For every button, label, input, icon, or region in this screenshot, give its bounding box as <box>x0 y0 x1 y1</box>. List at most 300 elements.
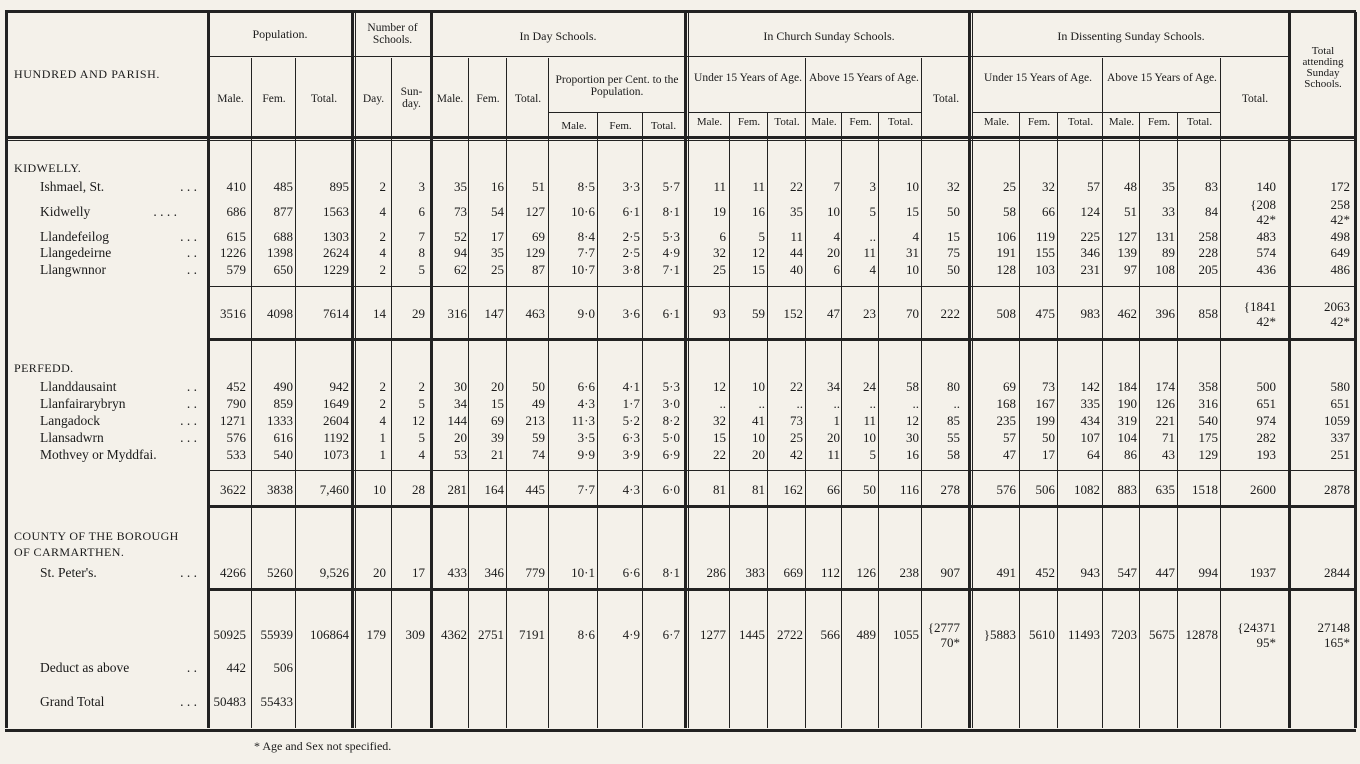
kidwelly-row-cell: 579 <box>226 262 246 277</box>
column-rule <box>1139 112 1140 728</box>
number-of-schools-heading: Number of Schools. <box>367 22 418 46</box>
perfedd-row-cell: 4 <box>418 447 425 462</box>
perfedd-row-cell: 59 <box>532 430 545 445</box>
kidwelly-row-cell: 16 <box>752 204 765 219</box>
leader-dots: . . <box>186 262 197 277</box>
perfedd-row-cell: 2 <box>379 379 386 394</box>
column-rule <box>972 12 973 728</box>
column-rule <box>430 12 433 728</box>
kidwelly-row-cell: 1398 <box>267 245 293 260</box>
kidwelly-row-cell: 11 <box>713 179 726 194</box>
kidwelly-row-cell: 4 <box>379 245 386 260</box>
perfedd-row-cell: 73 <box>1042 379 1055 394</box>
kidwelly-row-cell: 12 <box>752 245 765 260</box>
kidwelly-row-cell: 32 <box>713 245 726 260</box>
perfedd-row-cell: 126 <box>1155 396 1175 411</box>
perfedd-subtotal-cell: 281 <box>447 482 467 497</box>
kidwelly-row-cell: 4 <box>379 204 386 219</box>
kidwelly-row-cell: 1229 <box>323 262 349 277</box>
borough-row-cell: 452 <box>1035 565 1055 580</box>
perfedd-row-cell: 11 <box>827 447 840 462</box>
perfedd-row-cell: 5 <box>418 430 425 445</box>
kidwelly-row-cell: 128 <box>996 262 1016 277</box>
kidwelly-row-cell: 2 <box>379 229 386 244</box>
perfedd-row-cell: 20 <box>491 379 504 394</box>
kidwelly-row-cell: 103 <box>1035 262 1055 277</box>
kidwelly-subtotal-cell: 3516 <box>220 306 246 321</box>
kidwelly-row-cell: 8·4 <box>577 229 595 244</box>
footnote: * Age and Sex not specified. <box>254 739 392 753</box>
perfedd-row-cell: 2 <box>418 379 425 394</box>
section-title: PERFEDD. <box>14 361 74 375</box>
perfedd-row-cell: 974 <box>1256 413 1276 428</box>
perfedd-subtotal-cell: 81 <box>752 482 765 497</box>
deduct-label: Deduct as above <box>40 660 130 675</box>
leader-dots: . . <box>186 379 197 394</box>
perfedd-row-cell: 1649 <box>323 396 349 411</box>
kidwelly-row-cell: 5 <box>869 204 876 219</box>
perfedd-subtotal-cell: 81 <box>713 482 726 497</box>
kidwelly-subtotal-cell: 152 <box>783 306 803 321</box>
borough-row-cell: 383 <box>745 565 765 580</box>
perfedd-row-cell: 86 <box>1124 447 1137 462</box>
row-rule <box>207 470 1356 471</box>
perfedd-row-cell: 10 <box>752 430 765 445</box>
grand-sum-cell: 4362 <box>441 627 467 642</box>
kidwelly-row-cell: 15 <box>906 204 919 219</box>
grand-sum-cell: 11493 <box>1067 627 1100 642</box>
borough-row-cell: 346 <box>484 565 504 580</box>
column-heading-total: Total. <box>310 93 338 105</box>
column-rule <box>355 12 356 728</box>
kidwelly-row-cell: 1563 <box>323 204 349 219</box>
perfedd-row-cell: 235 <box>996 413 1016 428</box>
perfedd-row-cell: 104 <box>1117 430 1137 445</box>
borough-row-cell: 238 <box>899 565 919 580</box>
perfedd-row-cell: 20 <box>454 430 467 445</box>
perfedd-subtotal-cell: 7,460 <box>319 482 349 497</box>
perfedd-row-cell: 12 <box>906 413 919 428</box>
kidwelly-row-cell: 35 <box>1162 179 1175 194</box>
parish-name: Llandefeilog <box>40 229 109 244</box>
perfedd-row-cell: 58 <box>947 447 960 462</box>
kidwelly-row-cell: 6 <box>833 262 840 277</box>
perfedd-row-cell: 1073 <box>323 447 349 462</box>
perfedd-row-cell: 319 <box>1117 413 1137 428</box>
kidwelly-row-cell: 191 <box>996 245 1016 260</box>
parish-name: Langadock <box>40 413 100 428</box>
total-attending-heading: Total attending Sunday Schools. <box>1302 45 1344 90</box>
perfedd-row-cell: 6·3 <box>622 430 640 445</box>
grand-sum-cell: {24371 <box>1237 620 1276 635</box>
kidwelly-row-cell: 205 <box>1198 262 1218 277</box>
kidwelly-row-cell: 4 <box>912 229 919 244</box>
kidwelly-row-cell: 97 <box>1124 262 1137 277</box>
perfedd-row-cell: .. <box>833 396 840 411</box>
perfedd-row-cell: 43 <box>1162 447 1175 462</box>
borough-row-cell: 433 <box>447 565 467 580</box>
kidwelly-row-cell: 58 <box>1003 204 1016 219</box>
perfedd-row-cell: 129 <box>1198 447 1218 462</box>
perfedd-row-cell: 199 <box>1035 413 1055 428</box>
column-rule <box>1057 112 1058 728</box>
perfedd-row-cell: 49 <box>532 396 545 411</box>
perfedd-row-cell: 144 <box>447 413 467 428</box>
kidwelly-subtotal-cell: 147 <box>484 306 504 321</box>
kidwelly-row-cell: 19 <box>713 204 726 219</box>
kidwelly-subtotal-cell: 6·1 <box>662 306 680 321</box>
column-rule <box>597 112 598 728</box>
column-rule <box>1220 58 1221 728</box>
leader-dots: . . . <box>180 413 197 428</box>
kidwelly-subtotal-cell: 59 <box>752 306 765 321</box>
borough-row-cell: 8·1 <box>662 565 680 580</box>
kidwelly-row-cell: 139 <box>1117 245 1137 260</box>
grand-sum-cell: 5675 <box>1149 627 1175 642</box>
kidwelly-row-cell: 650 <box>273 262 293 277</box>
perfedd-row-cell: .. <box>758 396 765 411</box>
perfedd-row-cell: 1 <box>833 413 840 428</box>
column-heading-male: Male. <box>696 116 723 128</box>
kidwelly-subtotal-cell: 462 <box>1117 306 1137 321</box>
grand-sum-cell: 1055 <box>893 627 919 642</box>
perfedd-subtotal-cell: 883 <box>1117 482 1137 497</box>
borough-row-cell: 4266 <box>220 565 246 580</box>
perfedd-row-cell: 24 <box>863 379 876 394</box>
grand-sum-cell: 2751 <box>478 627 504 642</box>
kidwelly-row-cell: 574 <box>1256 245 1276 260</box>
grand-total-cell: 55433 <box>260 694 293 709</box>
kidwelly-row-cell: 131 <box>1155 229 1175 244</box>
grand-sum-cell: 50925 <box>213 627 246 642</box>
diss-above-15-heading: Above 15 Years of Age. <box>1107 72 1217 84</box>
perfedd-row-cell: 16 <box>906 447 919 462</box>
column-heading-male: Male. <box>217 93 244 105</box>
perfedd-row-cell: 6·6 <box>577 379 595 394</box>
column-heading-male: Male. <box>1108 116 1135 128</box>
column-rule <box>921 58 922 728</box>
kidwelly-row-cell: 10 <box>906 262 919 277</box>
borough-row-cell: 669 <box>783 565 803 580</box>
perfedd-row-cell: 39 <box>491 430 504 445</box>
kidwelly-subtotal-cell-note: 42* <box>1256 314 1276 329</box>
perfedd-subtotal-cell: 7·7 <box>577 482 595 497</box>
grand-sum-cell: 309 <box>405 627 425 642</box>
grand-sum-cell: }5883 <box>983 627 1016 642</box>
kidwelly-row-cell: 31 <box>906 245 919 260</box>
borough-row-cell: 112 <box>820 565 840 580</box>
perfedd-row-cell: 651 <box>1330 396 1350 411</box>
kidwelly-subtotal-cell: 14 <box>373 306 386 321</box>
section-title: OF CARMARTHEN. <box>14 545 125 559</box>
perfedd-subtotal-cell: 162 <box>783 482 803 497</box>
perfedd-row-cell: .. <box>869 396 876 411</box>
kidwelly-row-cell: 8·1 <box>662 204 680 219</box>
perfedd-row-cell: 184 <box>1117 379 1137 394</box>
perfedd-row-cell: 12 <box>713 379 726 394</box>
perfedd-row-cell: 174 <box>1155 379 1175 394</box>
kidwelly-row-cell: 895 <box>329 179 349 194</box>
dissenting-sunday-schools-heading: In Dissenting Sunday Schools. <box>1057 29 1205 43</box>
kidwelly-row-cell: 17 <box>491 229 504 244</box>
perfedd-row-cell: 4·1 <box>622 379 640 394</box>
leader-dots: . . . <box>180 229 197 244</box>
kidwelly-row-cell: 228 <box>1198 245 1218 260</box>
grand-sum-cell: 566 <box>820 627 840 642</box>
church-sunday-schools-heading: In Church Sunday Schools. <box>763 29 895 43</box>
leader-dots: . . <box>186 245 197 260</box>
proportion-heading: Proportion per Cent. to the Population. <box>555 74 679 98</box>
row-rule <box>972 112 1220 113</box>
perfedd-row-cell: 316 <box>1198 396 1218 411</box>
grand-sum-cell-note: 70* <box>940 635 960 650</box>
perfedd-row-cell: 64 <box>1087 447 1100 462</box>
perfedd-row-cell: 41 <box>752 413 765 428</box>
kidwelly-row-cell: 3·3 <box>622 179 640 194</box>
perfedd-row-cell: 5 <box>869 447 876 462</box>
section-title: KIDWELLY. <box>14 161 82 175</box>
kidwelly-row-cell: 127 <box>525 204 545 219</box>
kidwelly-row-cell: 52 <box>454 229 467 244</box>
perfedd-subtotal-cell: 635 <box>1155 482 1175 497</box>
column-heading-male: Male. <box>811 116 837 128</box>
deduct-cell: 506 <box>273 660 293 675</box>
column-rule <box>5 12 8 728</box>
perfedd-row-cell: 2604 <box>323 413 349 428</box>
kidwelly-row-cell: 5·7 <box>662 179 680 194</box>
kidwelly-row-cell: 5 <box>758 229 765 244</box>
kidwelly-row-cell: 258 <box>1330 197 1350 212</box>
parish-name: Ishmael, St. <box>40 179 105 194</box>
kidwelly-row-cell: 66 <box>1042 204 1055 219</box>
parish-name: St. Peter's. <box>40 565 97 580</box>
kidwelly-subtotal-cell: 9·0 <box>577 306 595 321</box>
kidwelly-row-cell: 4·9 <box>662 245 680 260</box>
row-rule <box>548 112 684 113</box>
perfedd-subtotal-cell: 3622 <box>220 482 246 497</box>
perfedd-row-cell: .. <box>796 396 803 411</box>
perfedd-row-cell: 10 <box>863 430 876 445</box>
perfedd-row-cell: 1·7 <box>622 396 640 411</box>
kidwelly-row-cell: 10·6 <box>571 204 595 219</box>
perfedd-row-cell: 335 <box>1080 396 1100 411</box>
perfedd-row-cell: 213 <box>525 413 545 428</box>
perfedd-row-cell: 11 <box>863 413 876 428</box>
perfedd-row-cell: 2 <box>379 396 386 411</box>
hundred-and-parish-heading: HUNDRED AND PARISH. <box>14 67 160 81</box>
column-heading-total: Total. <box>514 93 542 105</box>
perfedd-row-cell: 50 <box>532 379 545 394</box>
perfedd-row-cell: 55 <box>947 430 960 445</box>
perfedd-subtotal-cell: 116 <box>899 482 919 497</box>
kidwelly-subtotal-cell: 4098 <box>267 306 293 321</box>
kidwelly-row-cell: 10·7 <box>571 262 595 277</box>
row-rule <box>5 140 1356 141</box>
kidwelly-row-cell: 25 <box>713 262 726 277</box>
perfedd-row-cell: 142 <box>1080 379 1100 394</box>
perfedd-row-cell: 4 <box>379 413 386 428</box>
row-rule <box>207 56 1288 57</box>
borough-row-cell: 20 <box>373 565 386 580</box>
perfedd-subtotal-cell: 3838 <box>267 482 293 497</box>
kidwelly-subtotal-cell: 70 <box>906 306 919 321</box>
perfedd-row-cell: 73 <box>790 413 803 428</box>
kidwelly-row-cell: 119 <box>1035 229 1055 244</box>
row-rule <box>207 338 1356 341</box>
grand-total-label: Grand Total <box>40 694 105 709</box>
kidwelly-row-cell: 32 <box>947 179 960 194</box>
borough-row-cell: 2844 <box>1324 565 1350 580</box>
grand-sum-cell: 55939 <box>260 627 293 642</box>
perfedd-row-cell: 22 <box>790 379 803 394</box>
perfedd-row-cell: 859 <box>273 396 293 411</box>
kidwelly-row-cell: 436 <box>1256 262 1276 277</box>
kidwelly-row-cell: {208 <box>1250 197 1276 212</box>
kidwelly-subtotal-cell: 2063 <box>1324 299 1350 314</box>
column-rule <box>878 112 879 728</box>
kidwelly-row-cell: 346 <box>1080 245 1100 260</box>
perfedd-subtotal-cell: 506 <box>1035 482 1055 497</box>
perfedd-row-cell: 490 <box>273 379 293 394</box>
column-heading-male: Male. <box>561 120 587 132</box>
kidwelly-row-cell: 32 <box>1042 179 1055 194</box>
row-rule <box>5 10 1356 13</box>
kidwelly-row-cell: 649 <box>1330 245 1350 260</box>
leader-dots: . . . <box>180 179 197 194</box>
kidwelly-row-cell: 5·3 <box>662 229 680 244</box>
diss-under-15-heading: Under 15 Years of Age. <box>984 72 1092 84</box>
kidwelly-row-cell: 51 <box>1124 204 1137 219</box>
perfedd-row-cell: 1 <box>379 447 386 462</box>
perfedd-row-cell: 8·2 <box>662 413 680 428</box>
perfedd-subtotal-cell: 2600 <box>1250 482 1276 497</box>
kidwelly-row-cell: 54 <box>491 204 504 219</box>
kidwelly-subtotal-cell: 29 <box>412 306 425 321</box>
perfedd-row-cell: 337 <box>1330 430 1350 445</box>
column-rule <box>805 58 806 728</box>
kidwelly-row-cell: 20 <box>827 245 840 260</box>
perfedd-row-cell: 1059 <box>1324 413 1350 428</box>
perfedd-row-cell: .. <box>953 396 960 411</box>
column-heading-male: Male. <box>436 93 464 105</box>
perfedd-row-cell: 616 <box>273 430 293 445</box>
perfedd-subtotal-cell: 1518 <box>1192 482 1218 497</box>
perfedd-subtotal-cell: 164 <box>484 482 504 497</box>
kidwelly-row-cell: 7 <box>833 179 840 194</box>
kidwelly-row-cell: 62 <box>454 262 467 277</box>
population-heading: Population. <box>252 27 308 41</box>
column-heading-fem: Fem. <box>1027 116 1051 128</box>
kidwelly-row-cell: 50 <box>947 262 960 277</box>
kidwelly-row-cell-note: 42* <box>1256 212 1276 227</box>
parish-name: Llansadwrn <box>40 430 104 445</box>
row-rule <box>207 588 1356 591</box>
perfedd-row-cell: 175 <box>1198 430 1218 445</box>
kidwelly-row-cell: 410 <box>226 179 246 194</box>
parish-name: Llangwnnor <box>40 262 106 277</box>
borough-row-cell: 5260 <box>267 565 293 580</box>
column-rule <box>688 12 689 728</box>
parish-name: Llangedeirne <box>40 245 112 260</box>
perfedd-row-cell: 540 <box>273 447 293 462</box>
perfedd-row-cell: 193 <box>1256 447 1276 462</box>
leader-dots: . . <box>186 660 197 675</box>
parish-name: Kidwelly <box>40 204 91 219</box>
column-heading-sunday: Sun-day. <box>400 86 423 110</box>
borough-row-cell: 779 <box>525 565 545 580</box>
column-rule <box>1177 112 1178 728</box>
kidwelly-row-cell: 4 <box>833 229 840 244</box>
kidwelly-subtotal-cell: 93 <box>713 306 726 321</box>
borough-row-cell: 9,526 <box>319 565 349 580</box>
leader-dots: . . . <box>180 565 197 580</box>
borough-row-cell: 1937 <box>1250 565 1276 580</box>
grand-sum-cell: 7191 <box>519 627 545 642</box>
grand-sum-cell-note: 165* <box>1324 635 1350 650</box>
grand-sum-cell: 12878 <box>1185 627 1218 642</box>
perfedd-row-cell: 358 <box>1198 379 1218 394</box>
perfedd-subtotal-cell: 66 <box>827 482 840 497</box>
kidwelly-subtotal-cell-note: 42* <box>1330 314 1350 329</box>
perfedd-subtotal-cell: 1082 <box>1074 482 1100 497</box>
kidwelly-subtotal-cell: 463 <box>525 306 545 321</box>
grand-sum-cell: 179 <box>366 627 386 642</box>
kidwelly-row-cell: 3 <box>869 179 876 194</box>
grand-sum-cell: 5610 <box>1029 627 1055 642</box>
kidwelly-row-cell: 15 <box>947 229 960 244</box>
column-rule <box>767 112 768 728</box>
kidwelly-row-cell: 15 <box>752 262 765 277</box>
column-heading-total: Total. <box>932 93 960 105</box>
kidwelly-row-cell: 11 <box>752 179 765 194</box>
church-above-15-heading: Above 15 Years of Age. <box>809 72 919 84</box>
kidwelly-row-cell: 106 <box>996 229 1016 244</box>
kidwelly-subtotal-cell: 983 <box>1080 306 1100 321</box>
leader-dots: . . . . <box>153 204 177 219</box>
kidwelly-row-cell: 25 <box>491 262 504 277</box>
kidwelly-row-cell: 22 <box>790 179 803 194</box>
kidwelly-row-cell: 16 <box>491 179 504 194</box>
kidwelly-row-cell: 35 <box>790 204 803 219</box>
leader-dots: . . . <box>180 694 197 709</box>
perfedd-row-cell: 32 <box>713 413 726 428</box>
kidwelly-subtotal-cell: 3·6 <box>622 306 640 321</box>
perfedd-subtotal-cell: 4·3 <box>622 482 640 497</box>
perfedd-row-cell: 942 <box>329 379 349 394</box>
perfedd-row-cell: 10 <box>752 379 765 394</box>
column-rule <box>684 12 687 728</box>
kidwelly-row-cell: 87 <box>532 262 545 277</box>
column-rule <box>391 58 392 728</box>
perfedd-subtotal-cell: 50 <box>863 482 876 497</box>
borough-row-cell: 943 <box>1080 565 1100 580</box>
kidwelly-row-cell: 127 <box>1117 229 1137 244</box>
kidwelly-row-cell: 7 <box>418 229 425 244</box>
perfedd-row-cell: 74 <box>532 447 545 462</box>
kidwelly-row-cell: 44 <box>790 245 803 260</box>
grand-sum-cell: 2722 <box>777 627 803 642</box>
kidwelly-row-cell: 11 <box>790 229 803 244</box>
perfedd-row-cell: 34 <box>827 379 840 394</box>
column-heading-total: Total. <box>1241 93 1269 105</box>
perfedd-subtotal-cell: 6·0 <box>662 482 680 497</box>
kidwelly-row-cell: 686 <box>226 204 246 219</box>
perfedd-row-cell: 47 <box>1003 447 1016 462</box>
perfedd-row-cell: 282 <box>1256 430 1276 445</box>
column-rule <box>1354 12 1357 728</box>
borough-row-cell: 6·6 <box>622 565 640 580</box>
perfedd-row-cell: 452 <box>226 379 246 394</box>
